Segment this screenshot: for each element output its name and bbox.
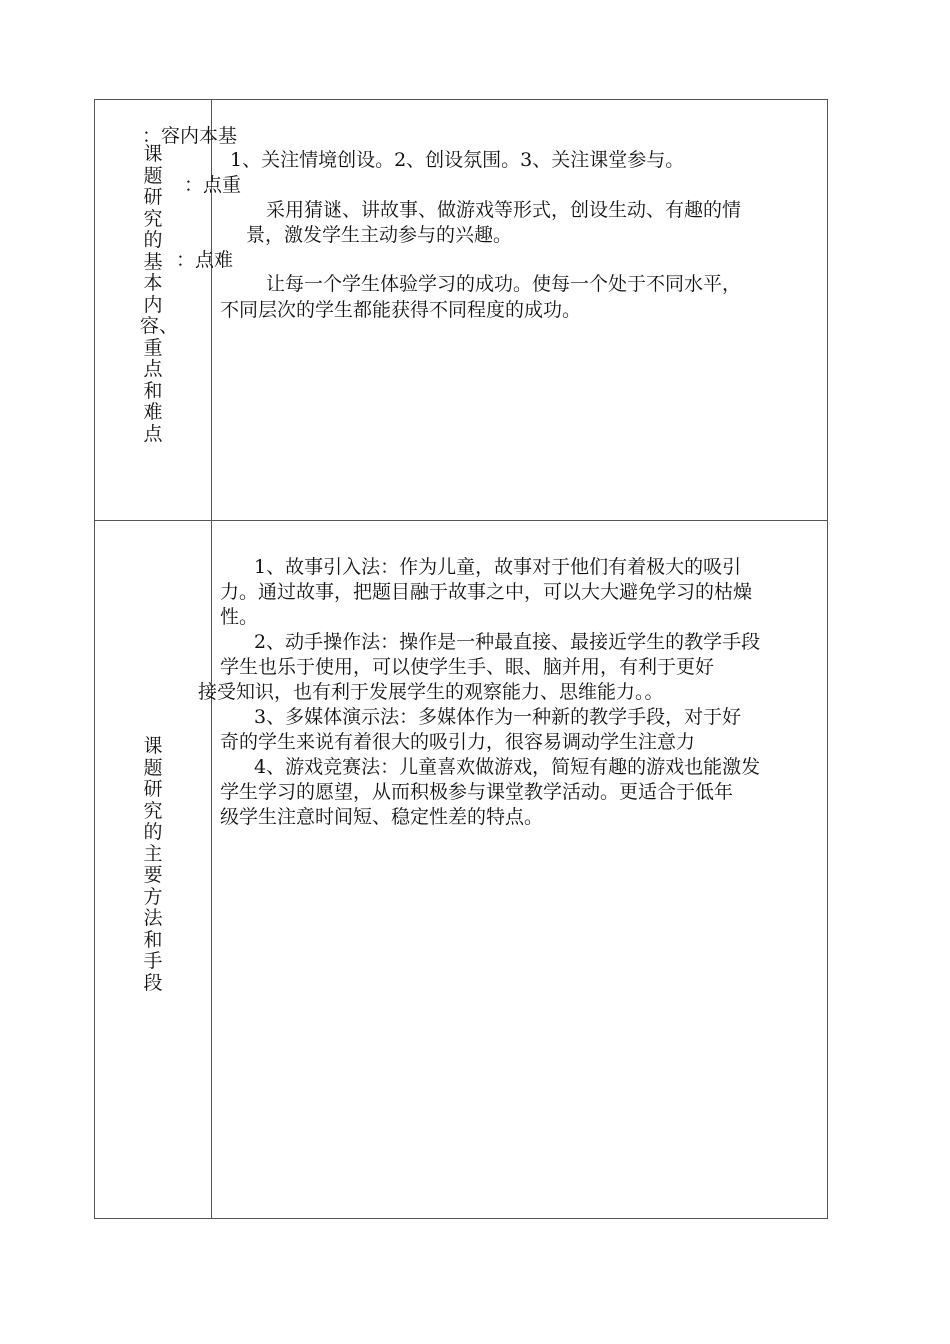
key-points-heading: ：点重: [184, 174, 242, 196]
method-line: 学生也乐于使用，可以使学生手、眼、脑并用，有利于更好: [220, 656, 715, 678]
method-line: 3、多媒体演示法：多媒体作为一种新的教学手段，对于好: [254, 706, 742, 728]
method-line: 级学生注意时间短、稳定性差的特点。: [220, 806, 544, 828]
difficulties-heading: ：点难: [176, 249, 234, 271]
key-points-line-1: 采用猜谜、讲故事、做游戏等形式，创设生动、有趣的情: [266, 199, 742, 221]
method-line: 奇的学生来说有着很大的吸引力，很容易调动学生注意力: [220, 731, 696, 753]
method-line: 1、故事引入法：作为儿童，故事对于他们有着极大的吸引: [254, 556, 742, 578]
method-line: 性。: [220, 606, 259, 628]
key-points-line-2: 景，激发学生主动参与的兴趣。: [246, 224, 513, 246]
method-line: 4、游戏竞赛法：儿童喜欢做游戏，简短有趣的游戏也能激发: [254, 756, 761, 778]
basic-content-heading: ：容内本基: [142, 125, 238, 147]
difficulties-line-1: 让每一个学生体验学习的成功。使每一个处于不同水平，: [266, 273, 742, 295]
difficulties-line-2: 不同层次的学生都能获得不同程度的成功。: [220, 299, 582, 321]
row1-label: 课题研究的基本内容、重点和难点: [140, 143, 179, 445]
method-line: 学生学习的愿望，从而积极参与课堂教学活动。更适合于低年: [220, 781, 734, 803]
row2-label: 课题研究的主要方法和手段: [143, 735, 163, 994]
method-line: 接受知识，也有利于发展学生的观察能力、思维能力。。: [198, 681, 664, 703]
method-line: 2、动手操作法：操作是一种最直接、最接近学生的教学手段: [254, 631, 761, 653]
row-divider: [94, 520, 828, 521]
method-line: 力。通过故事，把题目融于故事之中，可以大大避免学习的枯燥: [220, 581, 753, 603]
basic-content-text: 1、关注情境创设。2、创设氛围。3、关注课堂参与。: [230, 149, 685, 171]
